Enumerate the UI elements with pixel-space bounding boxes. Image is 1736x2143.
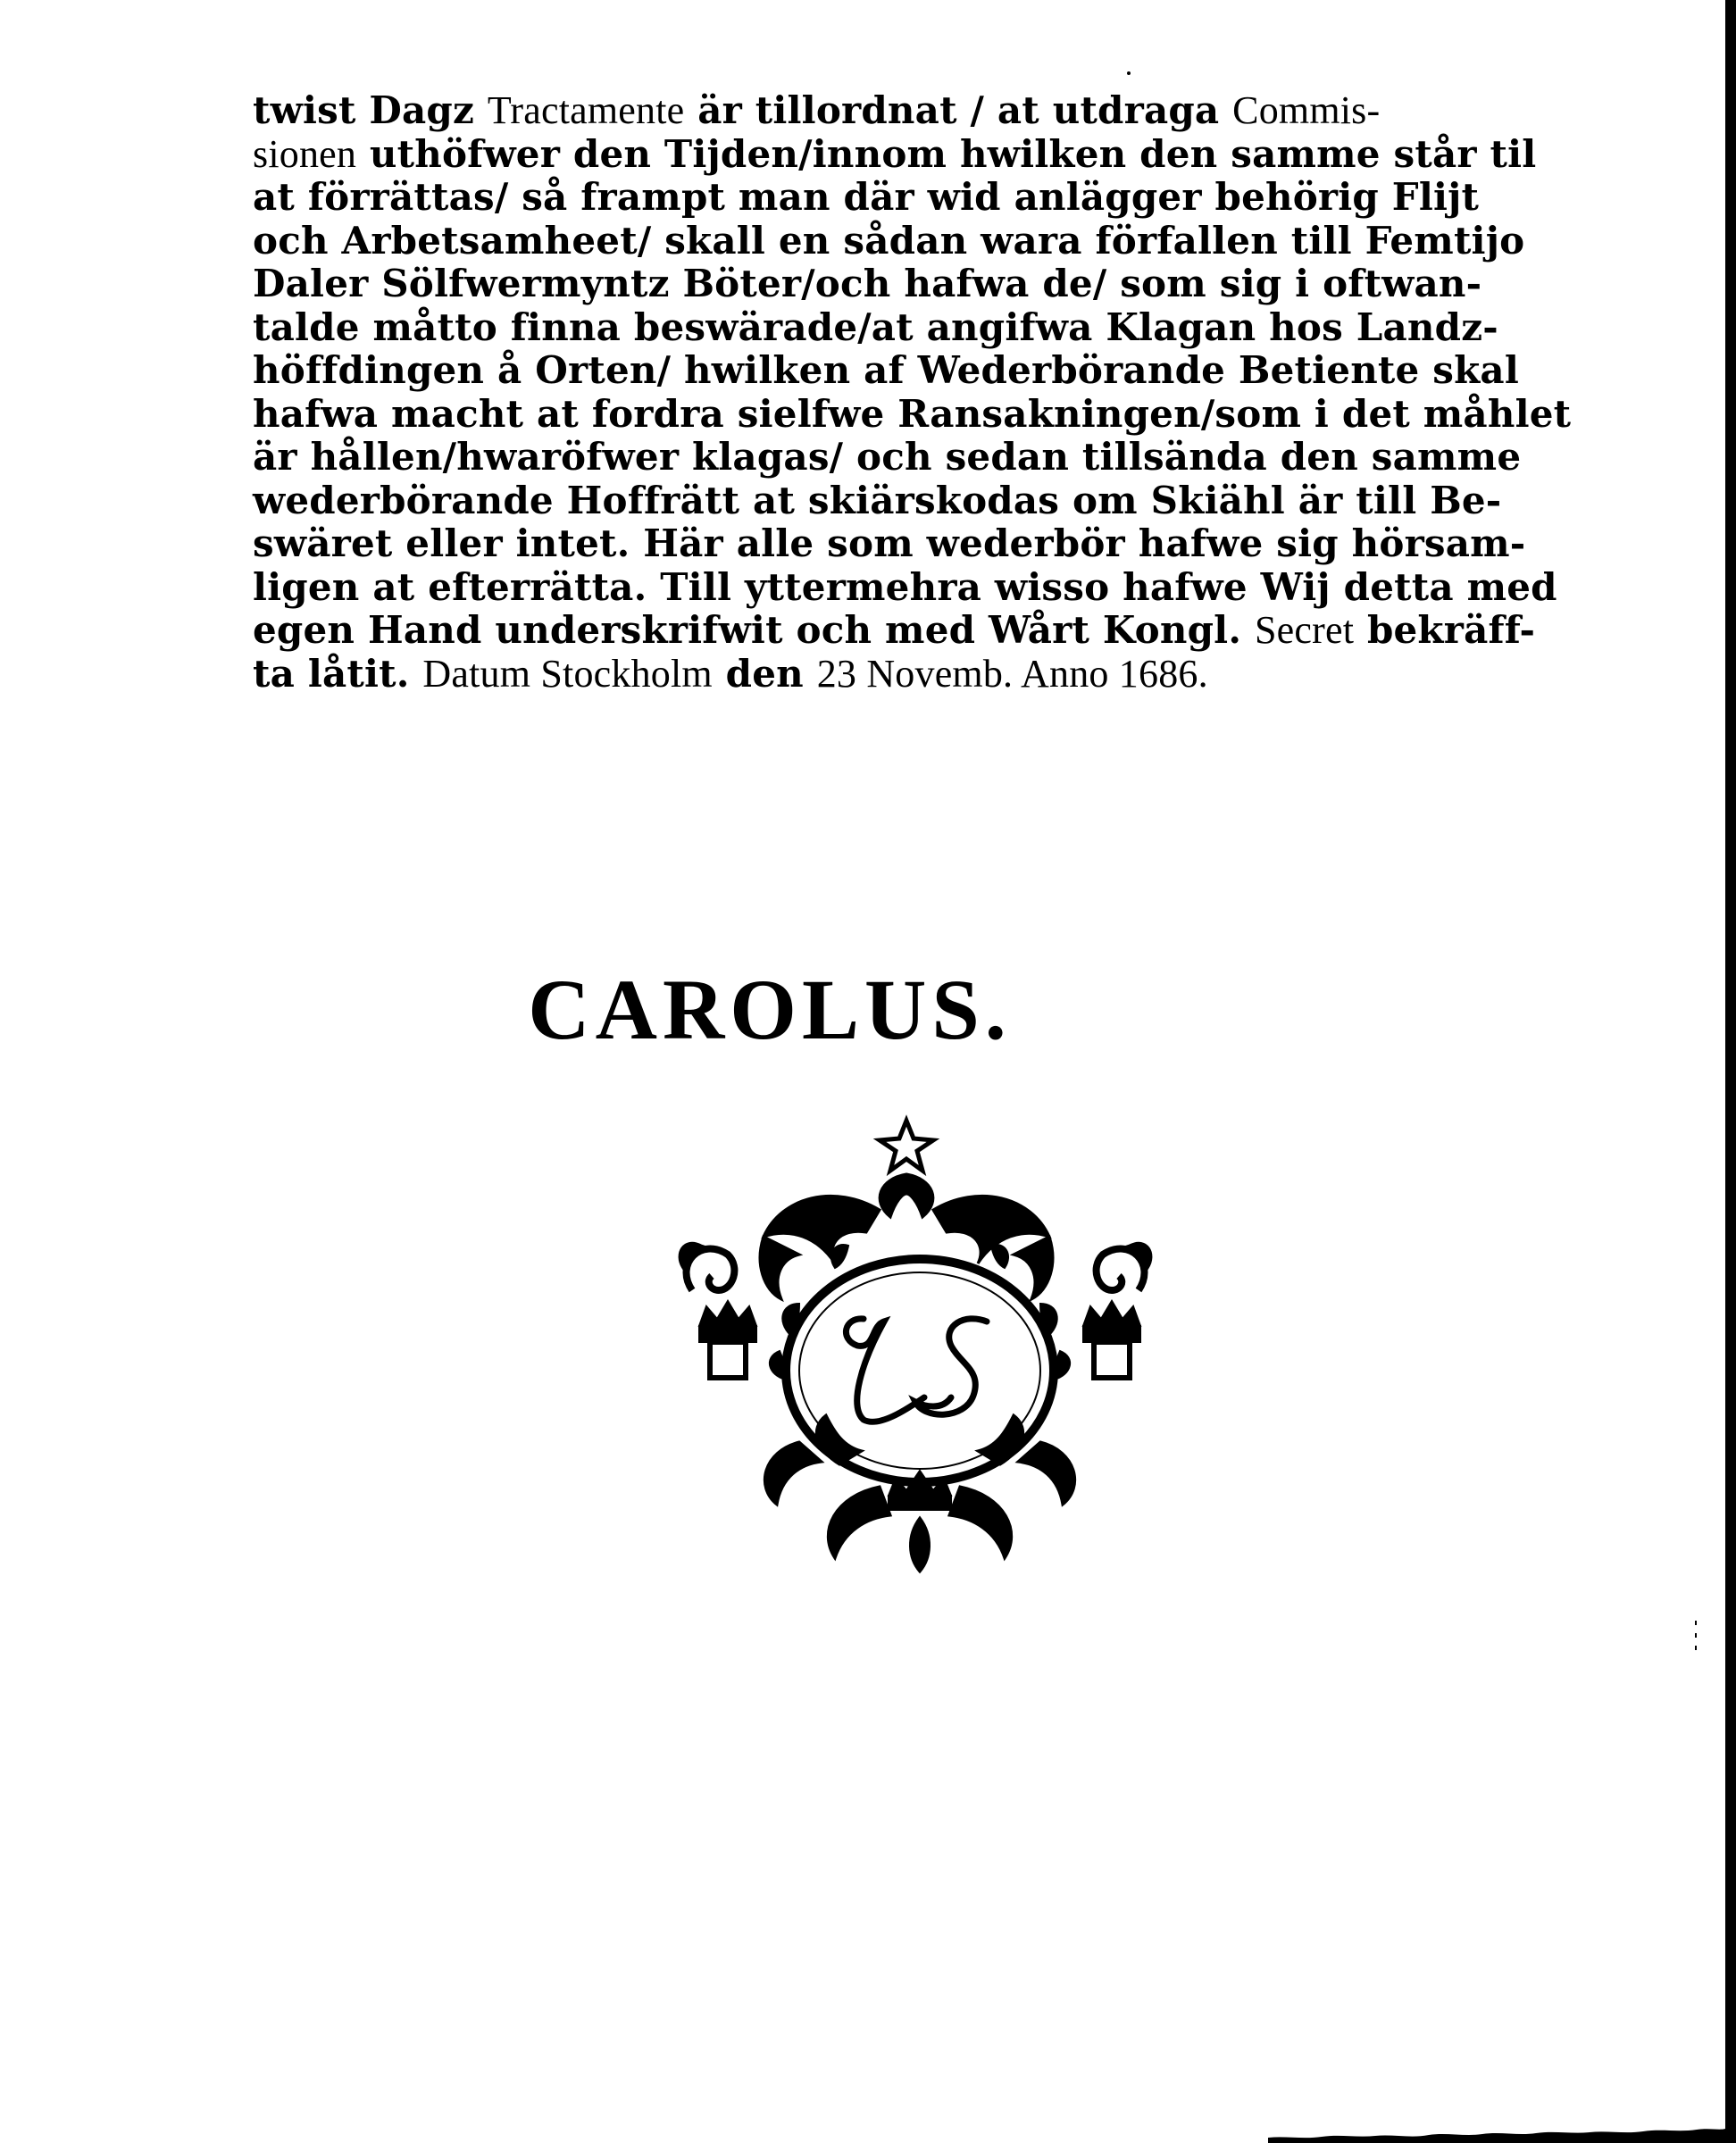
scan-edge-bottom (1268, 2118, 1725, 2143)
text-line-6: talde måtto finna beswärade/at angifwa Klagan hos Landz- (253, 304, 1498, 349)
royal-signature: CAROLUS. (528, 962, 1012, 1057)
text-line-9: är hållen/hwaröfwer klagas/ och sedan tillsända den samme (253, 435, 1522, 479)
scan-marks (1693, 1621, 1698, 1665)
text-line-12: ligen at efterrätta. Till yttermehra wisso hafwe Wij detta med (253, 564, 1557, 609)
ink-speck (1127, 71, 1131, 75)
seal-crown-right (1083, 1301, 1140, 1378)
text-line-8: hafwa macht at fordra sielfwe Ransakningen/som i det måhlet (253, 391, 1572, 436)
proclamation-text (253, 88, 1572, 696)
scan-edge-right (1725, 0, 1736, 2143)
text-line-2: sionen uthöfwer den Tijden/innom hwilken den samme står til (253, 131, 1537, 176)
seal-crown-left (699, 1301, 756, 1378)
text-line-1: twist Dagz Tractamente är tillordnat / at utdraga Commis- (253, 88, 1381, 132)
seal-star (880, 1121, 933, 1171)
text-line-11: swäret eller intet. Här alle som wederbör hafwe sig hörsam- (253, 521, 1526, 565)
text-line-10: wederbörande Hoffrätt at skiärskodas om Skiähl är till Be- (253, 478, 1502, 522)
text-line-3: at förrättas/ så frampt man där wid anlägger behörig Flijt (253, 175, 1480, 219)
text-line-7: höffdingen å Orten/ hwilken af Wederbörande Betiente skal (253, 348, 1519, 392)
text-line-14: ta låtit. Datum Stockholm den 23 Novemb. Anno 1686. (253, 651, 1208, 696)
text-line-5: Daler Sölfwermyntz Böter/och hafwa de/ som sig i oftwan- (253, 262, 1482, 305)
text-line-4: och Arbetsamheet/ skall en sådan wara förfallen till Femtijo (253, 218, 1525, 263)
seal-monogram (846, 1319, 987, 1422)
royal-seal-ornament-icon (656, 1112, 1183, 1585)
text-line-13: egen Hand underskrifwit och med Wårt Kongl. Secret bekräff- (253, 608, 1536, 652)
